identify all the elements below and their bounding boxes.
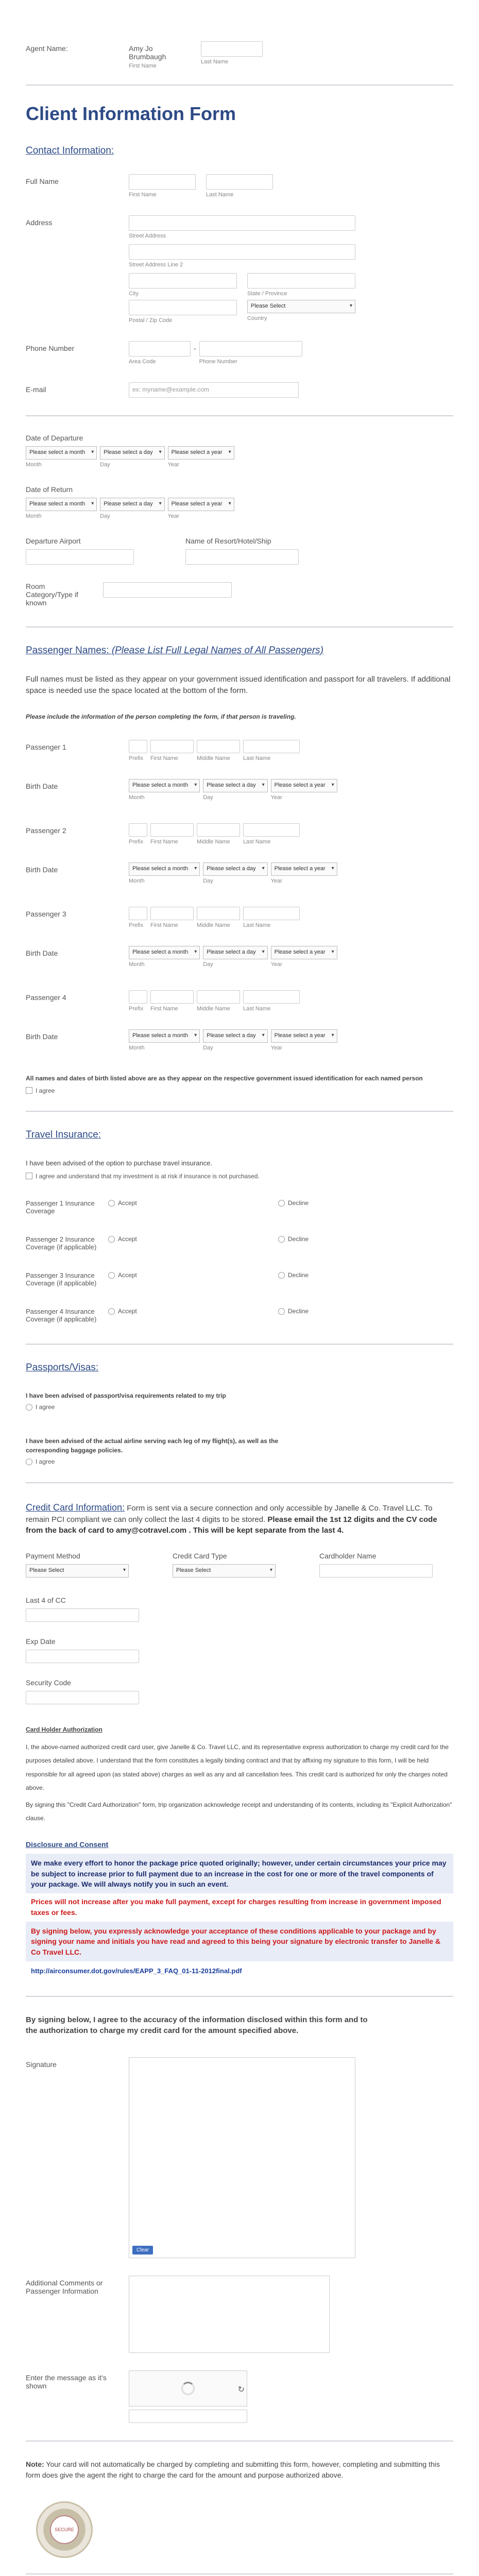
visas-heading: Passports/Visas: <box>26 1362 99 1373</box>
clear-button[interactable]: Clear <box>132 2246 153 2255</box>
divider <box>26 1996 453 1997</box>
holder-label: Cardholder Name <box>319 1552 377 1561</box>
last-sub: Last Name <box>243 838 271 845</box>
divider <box>26 2441 453 2442</box>
passenger-name-row <box>26 740 453 761</box>
passenger-prefix-input[interactable] <box>129 823 147 837</box>
country-sub: Country <box>247 315 267 321</box>
departure-year-select[interactable]: Please select a year ▾ <box>168 446 234 460</box>
note-bold: Note: <box>26 2460 44 2469</box>
insurance-understand-checkbox[interactable] <box>26 1173 260 1180</box>
area-code-input[interactable] <box>129 341 191 357</box>
accept-radio[interactable] <box>108 1272 137 1279</box>
address-label: Address <box>26 218 53 227</box>
exp-input[interactable] <box>26 1650 139 1663</box>
return-month-select[interactable]: Please select a month ▾ <box>26 498 97 511</box>
divider <box>26 1111 453 1112</box>
state-sub: State / Province <box>247 291 287 297</box>
baggage-agree-radio[interactable] <box>26 1458 55 1465</box>
last-sub: Last Name <box>243 1005 271 1012</box>
divider <box>26 2573 453 2574</box>
divider <box>26 1344 453 1345</box>
passenger-first-input[interactable] <box>150 823 194 837</box>
first-sub: First Name <box>150 1005 178 1012</box>
birth-year-select[interactable]: Please select a year ▾ <box>271 862 337 876</box>
radio-circle[interactable] <box>26 1404 32 1411</box>
year-sub: Year <box>270 961 282 968</box>
passengers-instruction: Please include the information of the person completing the form, if that person is traveling. <box>26 713 296 720</box>
passenger-name-row <box>26 823 453 845</box>
radio-circle[interactable] <box>278 1272 285 1279</box>
agree-label: I agree <box>36 1403 55 1411</box>
passenger-middle-input[interactable] <box>197 823 240 837</box>
airport-input[interactable] <box>26 549 134 565</box>
note-paragraph <box>26 2459 453 2481</box>
passenger-middle-input[interactable] <box>197 740 240 753</box>
decline-radio[interactable] <box>278 1235 309 1243</box>
birth-date-row <box>26 946 453 968</box>
passenger-prefix-input[interactable] <box>129 990 147 1004</box>
resort-input[interactable] <box>185 549 299 565</box>
birth-month-select[interactable]: Please select a month ▾ <box>129 1029 200 1043</box>
passenger-label: Passenger 2 <box>26 826 66 835</box>
agent-last-input[interactable] <box>201 41 263 57</box>
month-sub: Month <box>129 794 145 801</box>
day-sub: Day <box>203 961 213 968</box>
street-sub: Street Address <box>129 233 166 239</box>
month-sub: Month <box>129 877 145 884</box>
prefix-sub: Prefix <box>129 755 144 761</box>
month-sub: Month <box>26 462 42 468</box>
radio-circle[interactable] <box>278 1236 285 1243</box>
insurance-label: Passenger 1 Insurance Coverage <box>26 1199 95 1215</box>
passenger-first-input[interactable] <box>150 990 194 1004</box>
decline-label: Decline <box>288 1308 309 1315</box>
departure-label: Date of Departure <box>26 434 83 442</box>
decline-label: Decline <box>288 1272 309 1279</box>
room-row <box>26 582 453 611</box>
passenger-prefix-input[interactable] <box>129 907 147 920</box>
insurance-heading: Travel Insurance: <box>26 1129 101 1140</box>
passenger-last-input[interactable] <box>243 907 300 920</box>
full-name-row <box>26 174 453 198</box>
accept-radio[interactable] <box>108 1308 137 1315</box>
comments-textarea[interactable] <box>129 2276 330 2353</box>
birth-date-row <box>26 1029 453 1051</box>
birth-year-select[interactable]: Please select a year ▾ <box>271 779 337 792</box>
insurance-row <box>26 1272 453 1287</box>
radio-circle[interactable] <box>278 1200 285 1207</box>
passenger-last-input[interactable] <box>243 740 300 753</box>
card-type-select[interactable]: Please Select ▾ <box>173 1564 276 1578</box>
room-input[interactable] <box>103 582 232 598</box>
captcha-image <box>129 2370 247 2406</box>
birth-month-select[interactable]: Please select a month ▾ <box>129 946 200 959</box>
month-sub: Month <box>129 1044 145 1051</box>
holder-input[interactable] <box>319 1564 433 1578</box>
prefix-sub: Prefix <box>129 922 144 928</box>
insurance-label: Passenger 3 Insurance Coverage (if applicable) <box>26 1272 97 1287</box>
year-sub: Year <box>167 513 179 519</box>
birth-day-select[interactable]: Please select a day ▾ <box>203 1029 267 1043</box>
middle-sub: Middle Name <box>197 1005 230 1012</box>
visa-advised: I have been advised of passport/visa requirements related to my trip <box>26 1392 226 1399</box>
form-title: Client Information Form <box>26 103 236 124</box>
passenger-list <box>26 740 453 1051</box>
passenger-middle-input[interactable] <box>197 990 240 1004</box>
comments-label: Additional Comments or Passenger Information <box>26 2279 103 2296</box>
full-name-label: Full Name <box>26 177 59 185</box>
city-sub: City <box>129 291 139 297</box>
disclosure-text-3 <box>26 1922 453 1961</box>
country-select[interactable]: Please Select ▾ <box>247 300 355 313</box>
loading-spinner-icon <box>181 2382 195 2395</box>
passenger-block <box>26 823 453 884</box>
accept-radio[interactable] <box>108 1199 137 1207</box>
card-intro-bold: Please email the 1st 12 digits and the CV code from the back of card to amy@cotravel.com . This will be kept separate from the last 4. <box>26 1515 437 1535</box>
state-input[interactable] <box>247 273 355 289</box>
last4-input[interactable] <box>26 1608 139 1622</box>
middle-sub: Middle Name <box>197 922 230 928</box>
prefix-sub: Prefix <box>129 838 144 845</box>
birth-date-label: Birth Date <box>26 1032 58 1041</box>
passenger-name-row <box>26 990 453 1012</box>
accept-label: Accept <box>118 1235 137 1243</box>
passenger-name-row <box>26 907 453 928</box>
day-sub: Day <box>203 1044 213 1051</box>
first-sub: First Name <box>150 755 178 761</box>
captcha-row <box>26 2370 453 2423</box>
phone-label: Phone Number <box>26 344 75 352</box>
birth-day-select[interactable]: Please select a day ▾ <box>203 946 267 959</box>
area-code-sub: Area Code <box>129 359 156 365</box>
return-block <box>26 485 453 519</box>
card-heading: Credit Card Information: <box>26 1502 125 1513</box>
checkbox-box[interactable] <box>26 1087 32 1094</box>
card-intro <box>26 1501 453 1537</box>
year-sub: Year <box>270 1044 282 1051</box>
radio-circle[interactable] <box>278 1308 285 1315</box>
divider <box>26 415 453 416</box>
insurance-label: Passenger 4 Insurance Coverage (if applicable) <box>26 1308 97 1323</box>
return-year-select[interactable]: Please select a year ▾ <box>168 498 234 511</box>
checkbox-box[interactable] <box>26 1173 32 1179</box>
street-input[interactable] <box>129 215 355 231</box>
phone-dash: - <box>194 344 196 352</box>
last-sub: Last Name <box>243 922 271 928</box>
all-names-agree-checkbox[interactable] <box>26 1087 55 1094</box>
decline-label: Decline <box>288 1199 309 1207</box>
address-row <box>26 215 453 324</box>
card-columns <box>26 1552 453 1578</box>
captcha-input[interactable] <box>129 2410 247 2423</box>
phone-row <box>26 341 453 365</box>
agree-label: I agree <box>36 1087 55 1094</box>
insurance-list <box>26 1199 453 1323</box>
birth-date-row <box>26 862 453 884</box>
disclosure-text-2 <box>26 1893 453 1922</box>
street2-input[interactable] <box>129 244 355 260</box>
accept-label: Accept <box>118 1199 137 1207</box>
auth-paragraph-2: By signing this "Credit Card Authorization" form, trip organization acknowledge receipt and understanding of its contents, including its "Explicit Authorization" clause. <box>26 1801 452 1822</box>
disclosure-link-row <box>26 1961 453 1980</box>
street2-sub: Street Address Line 2 <box>129 262 183 268</box>
birth-year-select[interactable]: Please select a year ▾ <box>271 1029 337 1043</box>
phone-sub: Phone Number <box>199 359 237 365</box>
refresh-icon[interactable]: ↻ <box>237 2385 245 2395</box>
security-label: Security Code <box>26 1679 71 1687</box>
signature-pad[interactable] <box>129 2057 355 2258</box>
radio-circle[interactable] <box>26 1459 32 1465</box>
insurance-row <box>26 1199 453 1215</box>
disclosure-box <box>26 1854 453 1980</box>
passenger-label: Passenger 1 <box>26 742 66 751</box>
last-name-input[interactable] <box>206 174 273 190</box>
radio-circle[interactable] <box>108 1272 115 1279</box>
agree-label: I agree <box>36 1458 55 1465</box>
contact-heading: Contact Information: <box>26 145 114 156</box>
payment-select[interactable]: Please Select ▾ <box>26 1564 129 1578</box>
birth-year-select[interactable]: Please select a year ▾ <box>271 946 337 959</box>
auth-paragraph: I, the above-named authorized credit card user, give Janelle & Co. Travel LLC, and its representative express authorization to charge my credit card for the purposes detailed above. I understand that the form constitutes a legally binding contract and that by affixing my signature to this form, I will be held responsible for all agreed upon (as stated above) charges as well as any and all cancellation fees. This credit card is authorized for only the charges noted above. <box>26 1743 449 1792</box>
birth-day-select[interactable]: Please select a day ▾ <box>203 779 267 792</box>
birth-month-select[interactable]: Please select a month ▾ <box>129 862 200 876</box>
disclosure-red-1: Prices will not increase after you make full payment, except for charges resulting from increase in government imposed taxes or fees. <box>31 1897 441 1917</box>
disclosure-heading: Disclosure and Consent <box>26 1840 109 1849</box>
last-sub: Last Name <box>243 755 271 761</box>
year-sub: Year <box>270 877 282 884</box>
passenger-label: Passenger 4 <box>26 993 66 1002</box>
exp-label: Exp Date <box>26 1637 56 1646</box>
decline-radio[interactable] <box>278 1199 309 1207</box>
airport-resort-row <box>26 537 453 565</box>
month-sub: Month <box>26 513 42 519</box>
birth-date-label: Birth Date <box>26 782 58 790</box>
passenger-block <box>26 990 453 1051</box>
last-name-sub: Last Name <box>206 192 234 198</box>
secure-seal-icon <box>36 2501 93 2558</box>
phone-input[interactable] <box>199 341 302 357</box>
email-input[interactable]: ex: myname@example.com <box>129 382 299 398</box>
room-label: Room Category/Type if known <box>26 582 78 607</box>
radio-circle[interactable] <box>108 1308 115 1315</box>
birth-day-select[interactable]: Please select a day ▾ <box>203 862 267 876</box>
accept-label: Accept <box>118 1272 137 1279</box>
radio-circle[interactable] <box>108 1200 115 1207</box>
understand-label: I agree and understand that my investment is at risk if insurance is not purchased. <box>36 1172 260 1180</box>
signature-label: Signature <box>26 2060 57 2069</box>
agent-first-sub: First Name <box>129 63 157 69</box>
decline-radio[interactable] <box>278 1272 309 1279</box>
postal-input[interactable] <box>129 300 237 315</box>
departure-month-select[interactable]: Please select a month ▾ <box>26 446 97 460</box>
insurance-row <box>26 1308 453 1323</box>
prefix-sub: Prefix <box>129 1005 144 1012</box>
departure-block <box>26 434 453 468</box>
first-name-sub: First Name <box>129 192 157 198</box>
baggage-advised: I have been advised of the actual airline serving each leg of my flight(s), as well as the corresponding baggage policies. <box>26 1437 279 1454</box>
email-row <box>26 382 453 398</box>
divider <box>26 626 453 628</box>
radio-circle[interactable] <box>108 1236 115 1243</box>
accept-radio[interactable] <box>108 1235 137 1243</box>
passenger-block <box>26 907 453 968</box>
note-text: Your card will not automatically be charged by completing and submitting this form, however, completing and submitting this form does give the agent the right to charge the card for the amount and purpose authorized above. <box>26 2460 440 2480</box>
day-sub: Day <box>203 877 213 884</box>
birth-date-label: Birth Date <box>26 948 58 957</box>
departure-day-select[interactable]: Please select a day ▾ <box>100 446 164 460</box>
last4-label: Last 4 of CC <box>26 1596 66 1605</box>
first-name-input[interactable] <box>129 174 196 190</box>
month-sub: Month <box>129 961 145 968</box>
decline-label: Decline <box>288 1235 309 1243</box>
postal-sub: Postal / Zip Code <box>129 317 173 324</box>
agent-last-sub: Last Name <box>201 59 229 65</box>
agent-fields <box>129 41 453 69</box>
signature-row <box>26 2057 453 2258</box>
security-input[interactable] <box>26 1691 139 1704</box>
day-sub: Day <box>203 794 213 801</box>
decline-radio[interactable] <box>278 1308 309 1315</box>
comments-row <box>26 2276 453 2353</box>
email-label: E-mail <box>26 385 46 394</box>
birth-date-label: Birth Date <box>26 865 58 874</box>
insurance-advised: I have been advised of the option to purchase travel insurance. <box>26 1159 213 1167</box>
passenger-block <box>26 740 453 801</box>
divider <box>26 1482 453 1483</box>
all-names-statement: All names and dates of birth listed above are as they appear on the respective government issued identification for each named person <box>26 1074 423 1082</box>
passenger-middle-input[interactable] <box>197 907 240 920</box>
first-sub: First Name <box>150 922 178 928</box>
passenger-last-input[interactable] <box>243 823 300 837</box>
passenger-last-input[interactable] <box>243 990 300 1004</box>
city-input[interactable] <box>129 273 237 289</box>
disclosure-link[interactable]: http://airconsumer.dot.gov/rules/EAPP_3_FAQ_01-11-2012final.pdf <box>31 1967 242 1975</box>
payment-label: Payment Method <box>26 1552 80 1561</box>
passenger-first-input[interactable] <box>150 907 194 920</box>
signing-statement: By signing below, I agree to the accuracy of the information disclosed within this form and to the authorization to charge my credit card for the amount specified above. <box>26 2015 368 2036</box>
middle-sub: Middle Name <box>197 755 230 761</box>
passengers-heading-note: (Please List Full Legal Names of All Passengers) <box>111 645 324 656</box>
birth-month-select[interactable]: Please select a month ▾ <box>129 779 200 792</box>
passengers-intro: Full names must be listed as they appear on your government issued identification and passport for all travelers. If additional space is needed use the space located at the bottom of the form. <box>26 675 451 695</box>
auth-heading: Card Holder Authorization <box>26 1726 102 1734</box>
passengers-heading <box>26 645 453 656</box>
disclosure-red-2: By signing below, you expressly acknowledge your acceptance of these conditions applicable to your package and by signing your name and initials you have read and agreed to this being your signature by electronic transfer to Janelle & Co Travel LLC. <box>31 1926 441 1956</box>
day-sub: Day <box>100 462 110 468</box>
disclosure-text-1: We make every effort to honor the package price quoted originally; however, under certain circumstances your price may be subject to increase prior to full payment due to an increase in the cost for one or more of the travel components of your package. We will always notify you in such an event. <box>26 1854 453 1893</box>
year-sub: Year <box>167 462 179 468</box>
passenger-first-input[interactable] <box>150 740 194 753</box>
passengers-heading-text: Passenger Names: <box>26 645 109 656</box>
agent-row <box>26 41 453 69</box>
passenger-prefix-input[interactable] <box>129 740 147 753</box>
card-type-label: Credit Card Type <box>173 1552 227 1561</box>
return-label: Date of Return <box>26 485 73 494</box>
visa-agree-radio[interactable] <box>26 1403 55 1411</box>
return-day-select[interactable]: Please select a day ▾ <box>100 498 164 511</box>
divider <box>26 84 453 86</box>
card-intro-text: Form is sent via a secure connection and only accessible by Janelle & Co. Travel LLC. To remain PCI compliant we can only collect the last 4 digits to be stored. <box>26 1503 433 1524</box>
accept-label: Accept <box>118 1308 137 1315</box>
passenger-label: Passenger 3 <box>26 909 66 918</box>
airport-label: Departure Airport <box>26 537 81 545</box>
insurance-row <box>26 1235 453 1251</box>
birth-date-row <box>26 779 453 801</box>
agent-label: Agent Name: <box>26 44 68 53</box>
year-sub: Year <box>270 794 282 801</box>
captcha-label: Enter the message as it's shown <box>26 2374 107 2391</box>
agent-name-value: Amy Jo Brumbaugh <box>129 44 166 61</box>
middle-sub: Middle Name <box>197 838 230 845</box>
insurance-label: Passenger 2 Insurance Coverage (if applicable) <box>26 1235 97 1251</box>
first-sub: First Name <box>150 838 178 845</box>
resort-label: Name of Resort/Hotel/Ship <box>185 537 271 545</box>
seal-center: SECURE <box>50 2515 79 2544</box>
day-sub: Day <box>100 513 110 519</box>
